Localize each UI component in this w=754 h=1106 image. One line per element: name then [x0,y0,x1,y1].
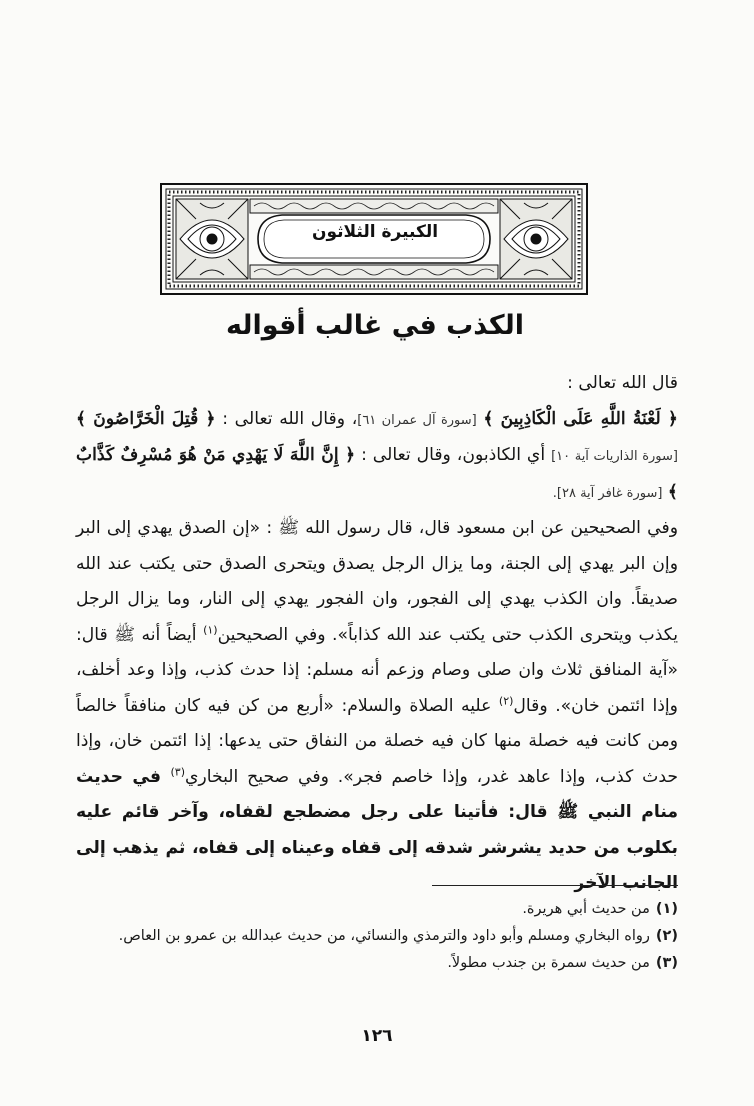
footnote-number: (٢) [655,928,678,944]
verses-paragraph [76,402,678,512]
verse-2-ref: [سورة الذاريات آية ١٠] [551,449,678,464]
verse-1-after: ، وقال الله تعالى : [222,408,358,429]
footnotes [76,896,678,977]
footnote-number: (٣) [655,955,678,971]
chapter-title: الكذب في غالب أقواله [226,310,524,341]
page-number: ١٢٦ [361,1026,393,1046]
footnote-number: (١) [655,901,678,917]
hadith-2a: أيضاً أنه ﷺ قال: «آية المنافق ثلاث وان صلى وصام وزعم أنه مسلم: إذا حدث كذب، وإذا وعد أخلف، وإذا ائتمن خان». وقال [76,624,678,716]
footnote-divider [432,885,678,886]
verse-2: ﴿ قُتِلَ الْخَرَّاصُونَ ﴾ [76,408,216,429]
hadith-3: في حديث منام النبي ﷺ قال: فأتينا على رجل مضطجع لقفاه، وآخر قائم عليه بكلوب من حديد يشرشر شدقه إلى قفاه وعيناه إلى قفاه، ثم يذهب إلى الجانب الآخر [76,766,678,893]
footnote-mark-3[interactable]: (٣) [170,764,185,778]
hadith-1: وفي الصحيحين عن ابن مسعود قال، قال رسول الله ﷺ : «إن الصدق يهدي إلى البر وإن البر يهدي إلى الجنة، وما يزال الرجل يصدق ويتحرى الصدق حتى يكتب عند الله صديقاً. وان الكذب يهدي إلى الفجور، وان الفجور يهدي إلى النار، وما يزال الرجل يكذب ويتحرى الكذب حتى يكتب عند الله كذاباً». وفي الصحيحين [76,518,678,645]
verse-2-after: أي الكاذبون، وقال تعالى : [361,445,552,465]
footnote-item [76,923,678,950]
footnote-text: رواه البخاري ومسلم وأبو داود والترمذي والنسائي، من حديث عبدالله بن عمرو بن العاص. [118,928,650,944]
footnote-text: من حديث سمرة بن جندب مطولاً. [447,955,650,971]
footnote-item [76,950,678,977]
verse-1: ﴿ لَعْنَةُ اللَّهِ عَلَى الْكَاذِبِينَ ﴾ [483,408,678,429]
footnote-item [76,896,678,923]
hadith-paragraph [76,511,678,902]
body-text [76,366,678,902]
verse-3: ﴿ إِنَّ اللَّهَ لَا يَهْدِي مَنْ هُوَ مُسْرِفٌ كَذَّابٌ ﴾ [76,445,678,502]
chapter-label: الكبيرة الثلاثون [311,222,439,242]
verse-3-ref: [سورة غافر آية ٢٨]. [552,485,663,501]
verse-1-ref: [سورة آل عمران ٦١] [357,412,477,428]
footnote-mark-1[interactable]: (١) [203,622,218,636]
hadith-2b: عليه الصلاة والسلام: «أربع من كن فيه كان منافقاً خالصاً ومن كانت فيه خصلة منها كان فيه خصلة من النفاق حتى يدعها: إذا ائتمن خان، وإذا حدث كذب، وإذا عاهد غدر، وإذا خاصم فجر». وفي صحيح البخاري [76,695,678,787]
intro-line: قال الله تعالى : [567,373,678,393]
footnote-mark-2[interactable]: (٢) [498,693,514,707]
footnote-text: من حديث أبي هريرة. [522,901,650,917]
